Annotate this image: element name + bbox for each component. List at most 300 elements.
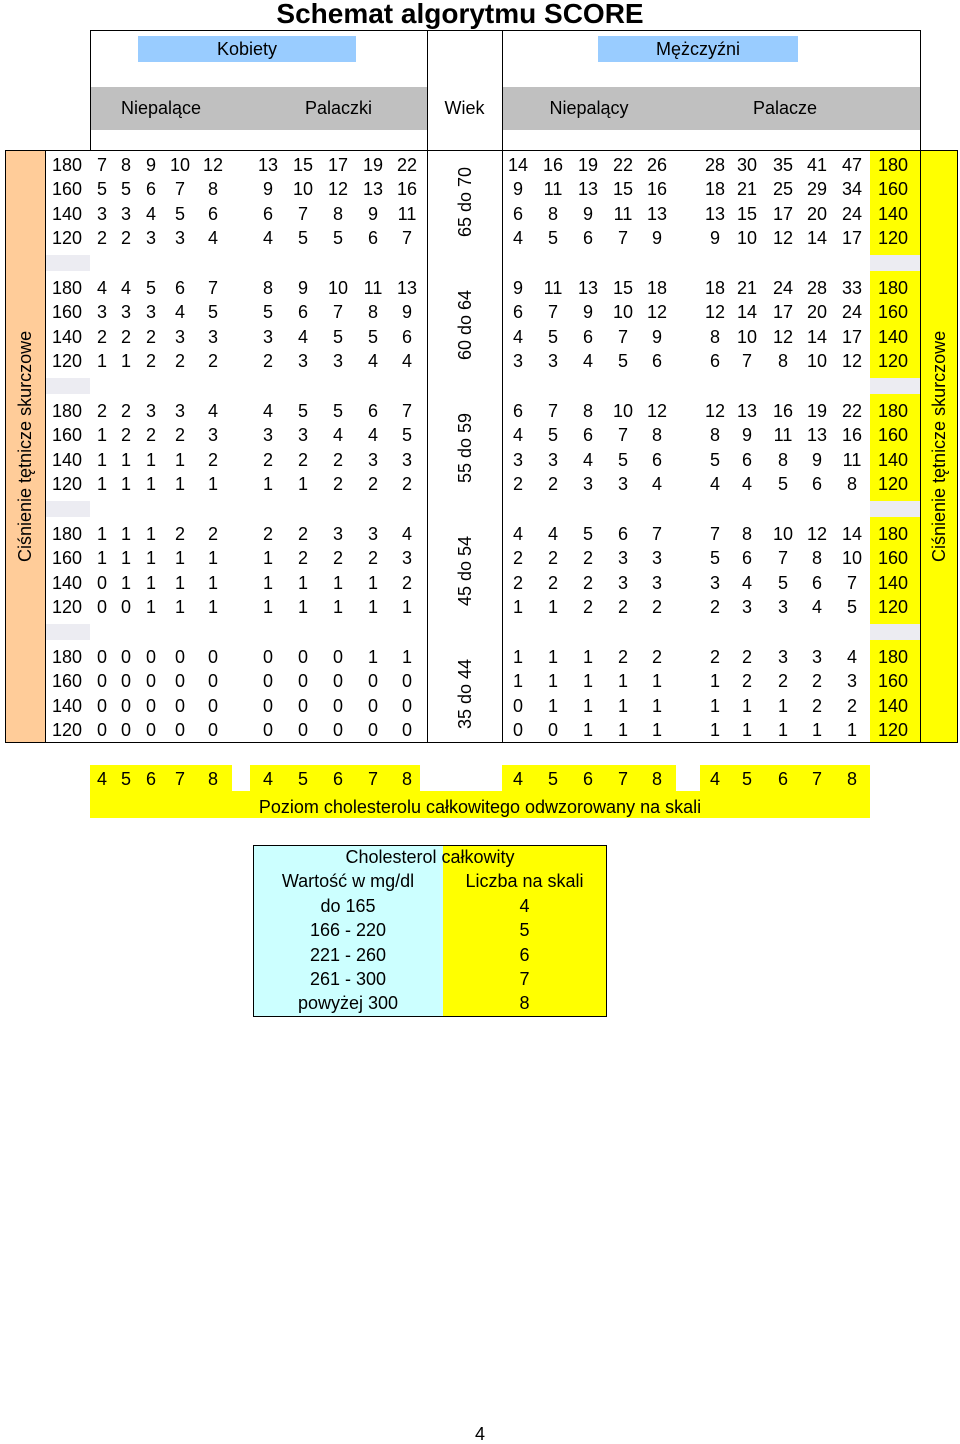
risk-cell-women-smoking: 4 (367, 351, 378, 371)
chol-range-cell: 261 - 300 (309, 969, 387, 989)
age-group-label: 60 do 64 (455, 289, 475, 360)
risk-cell-men-smoking: 1 (777, 720, 788, 740)
header-men-nonsmoking: Niepalący (549, 98, 629, 118)
risk-cell-men-smoking: 8 (777, 351, 788, 371)
scale-value-men-smoking: 7 (811, 769, 822, 789)
risk-cell-women-smoking: 1 (367, 647, 378, 667)
risk-cell-men-nonsmoking: 5 (582, 524, 593, 544)
risk-cell-men-smoking: 17 (841, 327, 863, 347)
risk-cell-men-smoking: 20 (806, 302, 828, 322)
chol-range-cell: 166 - 220 (309, 920, 387, 940)
risk-cell-men-smoking: 21 (736, 179, 758, 199)
age-group-label: 35 do 44 (455, 658, 475, 729)
risk-cell-men-nonsmoking: 1 (582, 696, 593, 716)
risk-cell-women-smoking: 0 (332, 720, 343, 740)
scale-value-men-nonsmoking: 6 (582, 769, 593, 789)
scale-value-men-nonsmoking: 7 (617, 769, 628, 789)
risk-cell-men-smoking: 35 (772, 155, 794, 175)
risk-cell-women-nonsmoking: 0 (96, 696, 107, 716)
bp-label-right: 140 (877, 204, 909, 224)
risk-cell-women-smoking: 2 (332, 474, 343, 494)
risk-cell-men-smoking: 17 (841, 228, 863, 248)
risk-cell-women-smoking: 4 (332, 425, 343, 445)
risk-cell-men-nonsmoking: 3 (512, 450, 523, 470)
risk-cell-women-smoking: 0 (262, 720, 273, 740)
risk-cell-women-smoking: 2 (262, 524, 273, 544)
risk-cell-women-nonsmoking: 4 (96, 278, 107, 298)
risk-cell-men-smoking: 14 (841, 524, 863, 544)
header-women: Kobiety (138, 36, 356, 62)
divider-age-left (427, 30, 428, 743)
risk-cell-men-nonsmoking: 1 (547, 597, 558, 617)
risk-cell-women-smoking: 5 (401, 425, 412, 445)
risk-cell-women-nonsmoking: 2 (145, 327, 156, 347)
risk-cell-women-smoking: 8 (262, 278, 273, 298)
risk-cell-women-smoking: 6 (401, 327, 412, 347)
risk-cell-women-nonsmoking: 0 (120, 720, 131, 740)
risk-cell-women-smoking: 11 (397, 204, 417, 224)
risk-cell-men-smoking: 10 (806, 351, 828, 371)
risk-cell-men-smoking: 29 (806, 179, 828, 199)
risk-cell-women-nonsmoking: 2 (174, 351, 185, 371)
risk-cell-men-nonsmoking: 1 (582, 720, 593, 740)
risk-cell-men-smoking: 11 (773, 425, 793, 445)
risk-cell-women-nonsmoking: 3 (174, 228, 185, 248)
chol-scale-cell: 5 (519, 920, 530, 940)
risk-cell-men-nonsmoking: 3 (617, 573, 628, 593)
risk-cell-women-nonsmoking: 2 (96, 228, 107, 248)
risk-cell-women-nonsmoking: 5 (96, 179, 107, 199)
bp-label-right: 120 (877, 474, 909, 494)
risk-cell-men-nonsmoking: 6 (582, 327, 593, 347)
risk-cell-women-smoking: 0 (401, 720, 412, 740)
risk-cell-men-smoking: 11 (842, 450, 862, 470)
risk-cell-women-nonsmoking: 2 (120, 327, 131, 347)
risk-cell-men-smoking: 34 (841, 179, 863, 199)
risk-cell-men-smoking: 16 (841, 425, 863, 445)
bp-label-left: 180 (51, 401, 83, 421)
risk-cell-men-smoking: 6 (709, 351, 720, 371)
risk-cell-men-nonsmoking: 5 (617, 351, 628, 371)
risk-cell-men-smoking: 13 (704, 204, 726, 224)
bp-label-left: 160 (51, 179, 83, 199)
risk-cell-men-smoking: 10 (772, 524, 794, 544)
risk-cell-men-smoking: 8 (846, 474, 857, 494)
risk-cell-men-nonsmoking: 2 (547, 573, 558, 593)
risk-cell-women-smoking: 1 (262, 597, 273, 617)
risk-cell-women-smoking: 10 (292, 179, 314, 199)
risk-cell-men-nonsmoking: 3 (651, 548, 662, 568)
risk-cell-men-nonsmoking: 13 (577, 278, 599, 298)
risk-cell-men-smoking: 1 (846, 720, 857, 740)
risk-cell-women-smoking: 7 (401, 401, 412, 421)
risk-cell-women-smoking: 1 (401, 597, 412, 617)
risk-cell-men-nonsmoking: 8 (547, 204, 558, 224)
risk-cell-men-nonsmoking: 1 (617, 671, 628, 691)
risk-cell-women-smoking: 0 (367, 720, 378, 740)
risk-cell-men-smoking: 3 (846, 671, 857, 691)
bp-label-right: 120 (877, 597, 909, 617)
bp-label-right: 180 (877, 278, 909, 298)
risk-cell-women-smoking: 0 (297, 696, 308, 716)
chol-range-cell: 221 - 260 (309, 945, 387, 965)
risk-cell-women-nonsmoking: 0 (96, 671, 107, 691)
risk-cell-women-smoking: 19 (362, 155, 384, 175)
risk-cell-women-nonsmoking: 6 (145, 179, 156, 199)
risk-cell-men-smoking: 3 (709, 573, 720, 593)
risk-cell-men-smoking: 2 (741, 671, 752, 691)
risk-cell-women-nonsmoking: 0 (120, 671, 131, 691)
risk-cell-men-nonsmoking: 2 (651, 597, 662, 617)
risk-cell-men-smoking: 6 (741, 548, 752, 568)
risk-cell-women-smoking: 8 (367, 302, 378, 322)
risk-cell-women-nonsmoking: 1 (96, 425, 107, 445)
risk-cell-men-nonsmoking: 0 (512, 696, 523, 716)
risk-cell-men-nonsmoking: 0 (547, 720, 558, 740)
risk-cell-women-smoking: 9 (367, 204, 378, 224)
risk-cell-women-smoking: 1 (297, 597, 308, 617)
risk-cell-women-nonsmoking: 1 (145, 573, 156, 593)
risk-cell-men-nonsmoking: 5 (547, 228, 558, 248)
risk-cell-women-smoking: 3 (367, 524, 378, 544)
header-age: Wiek (444, 98, 485, 118)
bp-label-right: 140 (877, 573, 909, 593)
chol-range-cell: do 165 (320, 896, 376, 916)
risk-cell-men-nonsmoking: 3 (617, 548, 628, 568)
risk-cell-women-nonsmoking: 0 (120, 696, 131, 716)
risk-cell-men-nonsmoking: 11 (543, 278, 563, 298)
risk-cell-men-nonsmoking: 16 (646, 179, 668, 199)
risk-cell-women-nonsmoking: 2 (96, 327, 107, 347)
bp-label-right: 140 (877, 450, 909, 470)
divider-left-label (45, 150, 46, 743)
risk-cell-men-smoking: 14 (736, 302, 758, 322)
risk-cell-women-smoking: 3 (297, 351, 308, 371)
risk-cell-women-smoking: 0 (262, 696, 273, 716)
page-number: 4 (474, 1424, 485, 1444)
risk-cell-men-smoking: 1 (709, 720, 720, 740)
risk-cell-women-smoking: 2 (332, 450, 343, 470)
risk-cell-women-smoking: 0 (297, 671, 308, 691)
risk-cell-men-smoking: 4 (846, 647, 857, 667)
risk-cell-men-nonsmoking: 1 (547, 671, 558, 691)
risk-cell-women-nonsmoking: 5 (174, 204, 185, 224)
risk-cell-men-smoking: 7 (846, 573, 857, 593)
risk-cell-women-nonsmoking: 3 (120, 302, 131, 322)
risk-cell-women-smoking: 5 (367, 327, 378, 347)
risk-cell-men-smoking: 8 (811, 548, 822, 568)
risk-cell-men-nonsmoking: 5 (547, 327, 558, 347)
risk-cell-women-nonsmoking: 7 (174, 179, 185, 199)
risk-cell-men-nonsmoking: 7 (547, 302, 558, 322)
scale-value-women-nonsmoking: 4 (96, 769, 107, 789)
scale-value-men-smoking: 4 (709, 769, 720, 789)
risk-cell-women-nonsmoking: 1 (120, 351, 131, 371)
bp-label-right: 160 (877, 425, 909, 445)
risk-cell-men-nonsmoking: 6 (512, 401, 523, 421)
scale-value-men-smoking: 6 (777, 769, 788, 789)
bp-label-left: 180 (51, 278, 83, 298)
risk-cell-women-nonsmoking: 1 (145, 474, 156, 494)
risk-cell-men-nonsmoking: 4 (651, 474, 662, 494)
risk-cell-women-nonsmoking: 3 (96, 204, 107, 224)
risk-cell-women-nonsmoking: 0 (145, 720, 156, 740)
scale-value-women-smoking: 7 (367, 769, 378, 789)
risk-cell-women-nonsmoking: 2 (145, 351, 156, 371)
risk-cell-men-nonsmoking: 7 (617, 327, 628, 347)
risk-cell-men-nonsmoking: 1 (582, 671, 593, 691)
scale-value-women-nonsmoking: 7 (174, 769, 185, 789)
risk-cell-women-smoking: 5 (297, 401, 308, 421)
scale-value-men-smoking: 5 (741, 769, 752, 789)
risk-cell-men-nonsmoking: 3 (512, 351, 523, 371)
risk-cell-men-nonsmoking: 2 (617, 597, 628, 617)
risk-cell-men-nonsmoking: 4 (582, 351, 593, 371)
risk-cell-men-smoking: 2 (811, 671, 822, 691)
risk-cell-women-nonsmoking: 1 (120, 524, 131, 544)
risk-cell-women-nonsmoking: 1 (145, 597, 156, 617)
risk-cell-men-nonsmoking: 15 (612, 278, 634, 298)
risk-cell-men-nonsmoking: 1 (617, 720, 628, 740)
risk-cell-women-smoking: 3 (401, 450, 412, 470)
risk-cell-women-nonsmoking: 1 (120, 474, 131, 494)
risk-cell-men-smoking: 21 (736, 278, 758, 298)
risk-cell-women-nonsmoking: 1 (145, 524, 156, 544)
risk-cell-men-nonsmoking: 1 (617, 696, 628, 716)
risk-cell-women-smoking: 3 (262, 425, 273, 445)
risk-cell-men-smoking: 16 (772, 401, 794, 421)
bp-label-left: 120 (51, 351, 83, 371)
risk-cell-men-nonsmoking: 7 (617, 425, 628, 445)
risk-cell-men-smoking: 13 (806, 425, 828, 445)
risk-cell-women-nonsmoking: 0 (145, 647, 156, 667)
risk-cell-men-smoking: 22 (841, 401, 863, 421)
scale-value-men-nonsmoking: 4 (512, 769, 523, 789)
risk-cell-women-smoking: 4 (297, 327, 308, 347)
risk-cell-men-smoking: 6 (811, 474, 822, 494)
risk-cell-men-nonsmoking: 1 (651, 696, 662, 716)
risk-cell-men-nonsmoking: 1 (547, 696, 558, 716)
risk-cell-men-smoking: 2 (709, 597, 720, 617)
risk-cell-men-nonsmoking: 2 (582, 573, 593, 593)
bp-label-left: 180 (51, 524, 83, 544)
risk-cell-men-nonsmoking: 6 (582, 228, 593, 248)
risk-cell-men-smoking: 9 (709, 228, 720, 248)
risk-cell-women-nonsmoking: 2 (207, 524, 218, 544)
risk-cell-women-smoking: 4 (262, 228, 273, 248)
risk-cell-men-nonsmoking: 6 (582, 425, 593, 445)
risk-cell-men-nonsmoking: 3 (582, 474, 593, 494)
risk-cell-men-smoking: 10 (841, 548, 863, 568)
risk-cell-women-nonsmoking: 1 (96, 450, 107, 470)
bp-label-right: 120 (877, 720, 909, 740)
risk-cell-women-nonsmoking: 0 (174, 696, 185, 716)
risk-cell-men-nonsmoking: 10 (612, 401, 634, 421)
risk-cell-men-nonsmoking: 1 (582, 647, 593, 667)
risk-cell-women-smoking: 3 (297, 425, 308, 445)
risk-cell-women-nonsmoking: 0 (174, 647, 185, 667)
bp-label-left: 120 (51, 720, 83, 740)
risk-cell-women-smoking: 15 (292, 155, 314, 175)
risk-cell-men-smoking: 4 (709, 474, 720, 494)
risk-cell-women-smoking: 5 (332, 327, 343, 347)
risk-cell-men-nonsmoking: 22 (612, 155, 634, 175)
risk-cell-women-nonsmoking: 4 (207, 228, 218, 248)
risk-cell-men-nonsmoking: 9 (512, 179, 523, 199)
risk-cell-women-nonsmoking: 1 (207, 573, 218, 593)
risk-cell-women-nonsmoking: 4 (174, 302, 185, 322)
risk-cell-men-smoking: 18 (704, 278, 726, 298)
bp-label-left: 140 (51, 573, 83, 593)
risk-cell-men-smoking: 12 (772, 228, 794, 248)
risk-cell-men-smoking: 47 (841, 155, 863, 175)
risk-cell-women-nonsmoking: 2 (145, 425, 156, 445)
risk-cell-women-smoking: 1 (262, 573, 273, 593)
scale-value-men-nonsmoking: 8 (651, 769, 662, 789)
risk-cell-men-smoking: 6 (811, 573, 822, 593)
risk-cell-women-nonsmoking: 3 (145, 302, 156, 322)
risk-cell-men-nonsmoking: 1 (512, 671, 523, 691)
risk-cell-men-nonsmoking: 3 (617, 474, 628, 494)
scale-caption: Poziom cholesterolu całkowitego odwzorowany na skali (258, 797, 702, 817)
risk-cell-women-smoking: 0 (401, 671, 412, 691)
chol-table-header-scale: Liczba na skali (465, 871, 584, 891)
risk-cell-men-smoking: 15 (736, 204, 758, 224)
risk-cell-men-nonsmoking: 9 (582, 204, 593, 224)
scale-value-women-smoking: 5 (297, 769, 308, 789)
risk-cell-men-smoking: 7 (709, 524, 720, 544)
risk-cell-women-nonsmoking: 1 (207, 597, 218, 617)
risk-cell-men-nonsmoking: 7 (617, 228, 628, 248)
risk-cell-women-nonsmoking: 2 (207, 450, 218, 470)
risk-cell-men-nonsmoking: 26 (646, 155, 668, 175)
risk-cell-women-smoking: 0 (262, 671, 273, 691)
chol-table-title: Cholesterol całkowity (345, 847, 515, 867)
risk-cell-men-nonsmoking: 6 (617, 524, 628, 544)
bp-label-right: 180 (877, 155, 909, 175)
risk-cell-women-smoking: 1 (262, 474, 273, 494)
risk-cell-men-smoking: 7 (741, 351, 752, 371)
risk-cell-women-nonsmoking: 1 (174, 450, 185, 470)
chol-scale-cell: 8 (519, 993, 530, 1013)
risk-cell-women-nonsmoking: 2 (96, 401, 107, 421)
risk-cell-men-nonsmoking: 11 (543, 179, 563, 199)
risk-cell-women-smoking: 9 (401, 302, 412, 322)
risk-cell-women-smoking: 4 (262, 401, 273, 421)
risk-cell-women-smoking: 6 (367, 228, 378, 248)
side-label-right: Ciśnienie tętnicze skurczowe (929, 330, 949, 563)
bp-label-right: 120 (877, 228, 909, 248)
bp-label-left: 180 (51, 647, 83, 667)
risk-cell-women-smoking: 3 (332, 351, 343, 371)
bp-label-left: 160 (51, 425, 83, 445)
risk-cell-men-smoking: 1 (777, 696, 788, 716)
risk-cell-women-nonsmoking: 4 (207, 401, 218, 421)
risk-cell-women-smoking: 5 (332, 228, 343, 248)
bp-label-left: 140 (51, 204, 83, 224)
risk-cell-men-nonsmoking: 1 (547, 647, 558, 667)
risk-cell-men-nonsmoking: 5 (547, 425, 558, 445)
risk-cell-men-smoking: 4 (811, 597, 822, 617)
risk-cell-women-smoking: 1 (401, 647, 412, 667)
risk-cell-women-smoking: 1 (297, 474, 308, 494)
header-women-nonsmoking: Niepalące (120, 98, 202, 118)
risk-cell-men-nonsmoking: 6 (651, 450, 662, 470)
risk-cell-men-nonsmoking: 1 (651, 720, 662, 740)
risk-cell-women-smoking: 0 (332, 696, 343, 716)
bp-label-left: 140 (51, 327, 83, 347)
risk-cell-women-smoking: 12 (327, 179, 349, 199)
risk-cell-women-smoking: 17 (327, 155, 349, 175)
risk-cell-women-nonsmoking: 1 (96, 351, 107, 371)
risk-cell-women-nonsmoking: 4 (145, 204, 156, 224)
risk-cell-women-smoking: 4 (401, 351, 412, 371)
risk-cell-women-nonsmoking: 1 (96, 524, 107, 544)
risk-cell-women-nonsmoking: 3 (145, 401, 156, 421)
risk-cell-men-smoking: 33 (841, 278, 863, 298)
risk-cell-women-nonsmoking: 0 (96, 720, 107, 740)
risk-cell-men-smoking: 4 (741, 573, 752, 593)
risk-cell-men-nonsmoking: 13 (577, 179, 599, 199)
risk-cell-men-smoking: 3 (777, 597, 788, 617)
risk-cell-women-nonsmoking: 1 (96, 474, 107, 494)
risk-cell-men-smoking: 1 (741, 720, 752, 740)
risk-cell-women-smoking: 22 (396, 155, 418, 175)
risk-cell-women-nonsmoking: 0 (207, 647, 218, 667)
risk-cell-women-smoking: 0 (367, 696, 378, 716)
risk-cell-men-smoking: 9 (811, 450, 822, 470)
risk-cell-women-smoking: 1 (297, 573, 308, 593)
bp-label-right: 140 (877, 327, 909, 347)
risk-cell-men-nonsmoking: 4 (512, 425, 523, 445)
risk-cell-men-nonsmoking: 2 (582, 597, 593, 617)
risk-cell-women-nonsmoking: 1 (207, 474, 218, 494)
bp-label-right: 160 (877, 302, 909, 322)
risk-cell-women-nonsmoking: 1 (96, 548, 107, 568)
data-frame (5, 150, 958, 743)
risk-cell-men-nonsmoking: 2 (512, 548, 523, 568)
risk-cell-men-nonsmoking: 2 (547, 474, 558, 494)
risk-cell-women-nonsmoking: 1 (145, 450, 156, 470)
risk-cell-men-nonsmoking: 9 (651, 327, 662, 347)
risk-cell-women-smoking: 7 (401, 228, 412, 248)
risk-cell-men-smoking: 5 (777, 573, 788, 593)
chol-scale-cell: 6 (519, 945, 530, 965)
risk-cell-men-smoking: 10 (736, 327, 758, 347)
risk-cell-men-smoking: 2 (777, 671, 788, 691)
risk-cell-women-smoking: 2 (297, 524, 308, 544)
risk-cell-women-nonsmoking: 7 (207, 278, 218, 298)
risk-cell-men-nonsmoking: 15 (612, 179, 634, 199)
risk-cell-women-smoking: 13 (362, 179, 384, 199)
risk-cell-men-smoking: 2 (811, 696, 822, 716)
risk-cell-women-smoking: 2 (262, 450, 273, 470)
risk-cell-men-smoking: 5 (709, 548, 720, 568)
risk-cell-men-smoking: 1 (811, 720, 822, 740)
risk-cell-women-smoking: 9 (262, 179, 273, 199)
bp-label-right: 180 (877, 524, 909, 544)
risk-cell-men-smoking: 12 (704, 401, 726, 421)
risk-cell-men-smoking: 3 (777, 647, 788, 667)
risk-cell-men-nonsmoking: 18 (646, 278, 668, 298)
risk-cell-men-smoking: 24 (772, 278, 794, 298)
risk-cell-women-nonsmoking: 0 (207, 720, 218, 740)
risk-cell-women-smoking: 0 (367, 671, 378, 691)
risk-cell-women-smoking: 4 (401, 524, 412, 544)
risk-cell-women-nonsmoking: 9 (145, 155, 156, 175)
chol-scale-cell: 4 (519, 896, 530, 916)
risk-cell-men-nonsmoking: 1 (512, 647, 523, 667)
